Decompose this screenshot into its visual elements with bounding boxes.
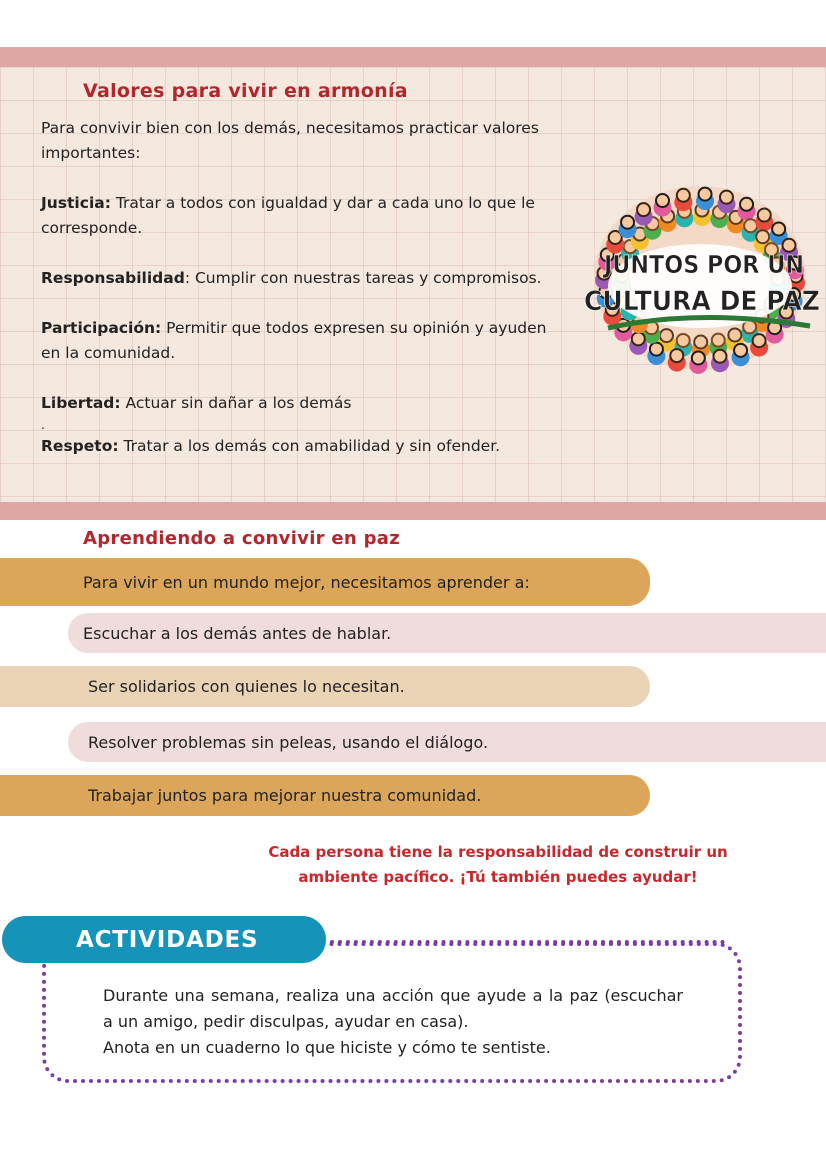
peace-heading: Aprendiendo a convivir en paz bbox=[83, 528, 401, 549]
crowd-figure-face bbox=[740, 198, 753, 211]
logo-line-2: CULTURA DE PAZ bbox=[584, 286, 820, 317]
crowd-figure-face bbox=[756, 230, 769, 243]
logo-line-1: JUNTOS POR UN bbox=[602, 250, 804, 279]
stray-dot: . bbox=[41, 418, 45, 432]
crowd-figure-face bbox=[734, 344, 747, 357]
learn-item-listen bbox=[68, 613, 826, 653]
learn-item-dialogue bbox=[68, 722, 826, 762]
crowd-figure-face bbox=[692, 351, 705, 364]
activities-title: ACTIVIDADES bbox=[2, 916, 326, 963]
learn-item-solidarity bbox=[0, 666, 650, 707]
responsibility-quote: Cada persona tiene la responsabilidad de construir un ambiente pacífico. ¡Tú también puedes ayudar! bbox=[268, 843, 728, 886]
crowd-figure-face bbox=[660, 329, 673, 342]
crowd-figure-face bbox=[712, 334, 725, 347]
crowd-figure-face bbox=[694, 335, 707, 348]
crowd-figure-face bbox=[656, 194, 669, 207]
crowd-figure-face bbox=[713, 350, 726, 363]
learn-item-teamwork bbox=[0, 775, 650, 816]
crowd-figure-face bbox=[637, 203, 650, 216]
learn-intro-text: Para vivir en un mundo mejor, necesitamos aprender a: bbox=[83, 572, 530, 592]
crowd-figure-face bbox=[753, 334, 766, 347]
value-respeto: Respeto: Tratar a los demás con amabilidad y sin ofender. bbox=[41, 437, 501, 455]
crowd-figure-face bbox=[720, 191, 733, 204]
crowd-figure-face bbox=[744, 219, 757, 232]
crowd-figure-face bbox=[772, 222, 785, 235]
juntos-por-la-paz-logo bbox=[578, 178, 826, 376]
crowd-figure-face bbox=[699, 188, 712, 201]
values-text bbox=[41, 116, 559, 459]
activities-text bbox=[103, 983, 683, 1061]
value-justicia: Justicia: Tratar a todos con igualdad y dar a cada uno lo que le corresponde. bbox=[41, 194, 535, 237]
crowd-figure-face bbox=[650, 343, 663, 356]
crowd-figure-face bbox=[677, 334, 690, 347]
learn-item-text: Escuchar a los demás antes de hablar. bbox=[83, 623, 392, 643]
crowd-illustration bbox=[594, 186, 810, 374]
learn-item-text: Resolver problemas sin peleas, usando el diálogo. bbox=[88, 732, 489, 752]
crowd-figure-face bbox=[728, 329, 741, 342]
divider-band bbox=[0, 502, 826, 520]
value-responsabilidad: Responsabilidad: Cumplir con nuestras tareas y compromisos. bbox=[41, 269, 542, 287]
values-intro: Para convivir bien con los demás, necesitamos practicar valores importantes: bbox=[41, 119, 539, 162]
value-libertad: Libertad: Actuar sin dañar a los demás bbox=[41, 394, 352, 412]
crowd-figure-face bbox=[621, 216, 634, 229]
activity-note: Anota en un cuaderno lo que hiciste y cómo te sentiste. bbox=[103, 1038, 551, 1057]
crowd-figure-face bbox=[670, 349, 683, 362]
crowd-figure-face bbox=[632, 332, 645, 345]
crowd-figure-face bbox=[758, 209, 771, 222]
learn-item-text: Ser solidarios con quienes lo necesitan. bbox=[88, 677, 405, 696]
top-band bbox=[0, 47, 826, 67]
learn-intro-bar bbox=[0, 558, 650, 606]
values-heading: Valores para vivir en armonía bbox=[83, 80, 408, 102]
value-participacion: Participación: Permitir que todos expresen su opinión y ayuden en la comunidad. bbox=[41, 319, 547, 362]
activity-instruction: Durante una semana, realiza una acción que ayude a la paz (escuchar a un amigo, pedir disculpas, ayudar en casa). bbox=[103, 986, 683, 1031]
crowd-figure-face bbox=[677, 189, 690, 202]
learn-item-text: Trabajar juntos para mejorar nuestra comunidad. bbox=[88, 786, 482, 805]
